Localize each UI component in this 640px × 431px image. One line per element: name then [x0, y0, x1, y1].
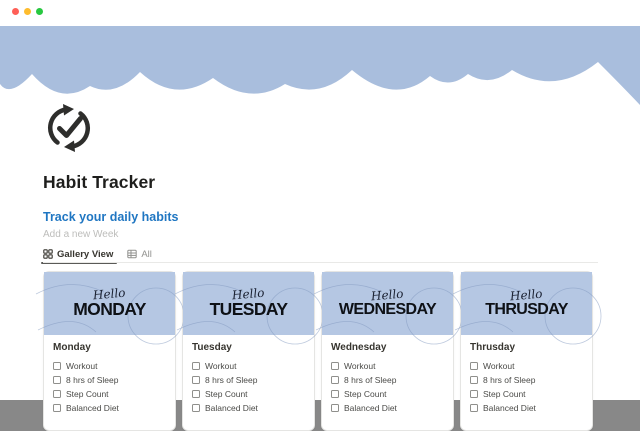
habit-label: Balanced Diet — [344, 403, 397, 413]
card-cover — [44, 272, 175, 335]
habit-label: 8 hrs of Sleep — [66, 375, 119, 385]
habit-checkbox-row[interactable] — [53, 359, 166, 373]
scalloped-wave-shape — [0, 26, 640, 105]
habit-label: Balanced Diet — [483, 403, 536, 413]
habit-label: Step Count — [205, 389, 248, 399]
card-body — [44, 335, 175, 415]
habit-checkbox-row[interactable] — [53, 373, 166, 387]
card-title: Thrusday — [470, 342, 516, 353]
checkbox-icon[interactable] — [53, 390, 61, 398]
checkbox-icon[interactable] — [331, 404, 339, 412]
checkbox-icon[interactable] — [470, 390, 478, 398]
habit-list — [192, 359, 305, 415]
cover-day-title: THRUSDAY — [485, 301, 568, 318]
day-card[interactable] — [182, 271, 315, 431]
habit-checkbox-row[interactable] — [192, 387, 305, 401]
cover-day-title: TUESDAY — [209, 299, 288, 320]
checkbox-icon[interactable] — [470, 404, 478, 412]
card-body — [322, 335, 453, 415]
habit-label: Balanced Diet — [205, 403, 258, 413]
habit-checkbox-row[interactable] — [470, 373, 583, 387]
habit-checkbox-row[interactable] — [470, 401, 583, 415]
day-card[interactable] — [460, 271, 593, 431]
card-body — [183, 335, 314, 415]
tab-all[interactable] — [127, 246, 152, 262]
habit-checkbox-row[interactable] — [470, 387, 583, 401]
habit-label: Workout — [483, 361, 515, 371]
habit-label: Balanced Diet — [66, 403, 119, 413]
card-title: Monday — [53, 342, 91, 353]
day-card[interactable] — [321, 271, 454, 431]
window-titlebar — [0, 0, 640, 26]
minimize-button[interactable] — [24, 8, 31, 15]
close-button[interactable] — [12, 8, 19, 15]
subtitle-link[interactable]: Track your daily habits — [43, 210, 179, 224]
habit-label: Step Count — [344, 389, 387, 399]
page-title: Habit Tracker — [43, 172, 156, 192]
view-tabs — [43, 246, 152, 262]
gallery-grid-icon — [43, 249, 53, 259]
cover-banner — [0, 26, 640, 105]
cover-day-title: MONDAY — [73, 299, 146, 320]
habit-checkbox-row[interactable] — [331, 359, 444, 373]
habit-label: Workout — [344, 361, 376, 371]
card-body — [461, 335, 592, 415]
checkbox-icon[interactable] — [192, 390, 200, 398]
habit-label: 8 hrs of Sleep — [483, 375, 536, 385]
checkbox-icon[interactable] — [331, 390, 339, 398]
cards-row — [43, 271, 593, 431]
habit-checkbox-row[interactable] — [53, 401, 166, 415]
cover-script-text: Hello — [370, 286, 405, 304]
habit-checkbox-row[interactable] — [331, 373, 444, 387]
checkbox-icon[interactable] — [470, 376, 478, 384]
checkbox-icon[interactable] — [53, 376, 61, 384]
add-week-placeholder[interactable]: Add a new Week — [43, 229, 119, 240]
day-card[interactable] — [43, 271, 176, 431]
checkbox-icon[interactable] — [53, 404, 61, 412]
cover-day-title: WEDNESDAY — [338, 301, 437, 318]
habit-list — [470, 359, 583, 415]
checkbox-icon[interactable] — [331, 376, 339, 384]
cover-script-text: Hello — [231, 285, 266, 303]
card-cover — [183, 272, 314, 335]
checkbox-icon[interactable] — [192, 404, 200, 412]
tab-label: Gallery View — [57, 248, 114, 260]
maximize-button[interactable] — [36, 8, 43, 15]
checkbox-icon[interactable] — [53, 362, 61, 370]
card-title: Tuesday — [192, 342, 232, 353]
cover-script-text: Hello — [509, 286, 544, 304]
habit-label: 8 hrs of Sleep — [344, 375, 397, 385]
habit-checkbox-row[interactable] — [331, 387, 444, 401]
habit-checkbox-row[interactable] — [331, 401, 444, 415]
card-cover — [461, 272, 592, 335]
habit-checkbox-row[interactable] — [192, 373, 305, 387]
habit-label: 8 hrs of Sleep — [205, 375, 258, 385]
table-icon — [127, 249, 137, 259]
checkbox-icon[interactable] — [331, 362, 339, 370]
habit-checkbox-row[interactable] — [192, 359, 305, 373]
habit-checkbox-row[interactable] — [192, 401, 305, 415]
sync-check-icon[interactable] — [44, 103, 94, 153]
checkbox-icon[interactable] — [192, 376, 200, 384]
habit-list — [331, 359, 444, 415]
habit-list — [53, 359, 166, 415]
card-title: Wednesday — [331, 342, 387, 353]
checkbox-icon[interactable] — [192, 362, 200, 370]
card-cover — [322, 272, 453, 335]
tab-gallery-view[interactable] — [43, 246, 113, 262]
habit-label: Step Count — [483, 389, 526, 399]
habit-checkbox-row[interactable] — [470, 359, 583, 373]
habit-label: Workout — [205, 361, 237, 371]
tabs-divider — [43, 262, 598, 263]
habit-label: Workout — [66, 361, 98, 371]
checkbox-icon[interactable] — [470, 362, 478, 370]
tab-label: All — [141, 248, 152, 260]
cover-script-text: Hello — [92, 285, 127, 303]
habit-label: Step Count — [66, 389, 109, 399]
habit-checkbox-row[interactable] — [53, 387, 166, 401]
